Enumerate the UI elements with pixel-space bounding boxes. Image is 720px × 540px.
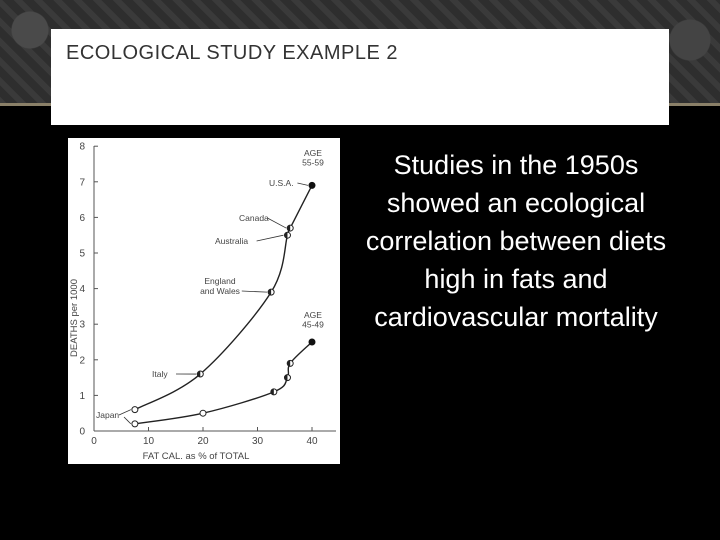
x-tick-label: 30 xyxy=(251,436,264,447)
data-point-age-55-59-england-and-wales xyxy=(268,289,274,295)
y-tick-label: 6 xyxy=(79,212,85,224)
slide-body-text: Studies in the 1950s showed an ecological correlation between diets high in fats and cardiovascular mortality xyxy=(365,150,667,332)
y-tick-label: 7 xyxy=(79,177,85,189)
x-tick-label: 20 xyxy=(197,436,209,447)
data-point-age-55-59-u-s-a xyxy=(309,182,315,188)
point-label-japan-leader-2 xyxy=(124,417,131,424)
data-point-age-45-49 xyxy=(200,410,206,416)
deaths-vs-fat-chart xyxy=(68,138,340,464)
point-label-canada: Canada xyxy=(239,213,269,223)
x-tick-label: 10 xyxy=(142,436,155,447)
slide-title: ECOLOGICAL STUDY EXAMPLE 2 xyxy=(66,42,398,64)
y-tick-label: 5 xyxy=(79,248,85,260)
point-label-japan: Japan xyxy=(96,410,120,420)
y-tick-label: 8 xyxy=(79,141,85,153)
series-label-age-55-59: AGE xyxy=(304,148,322,158)
x-axis-label: FAT CAL. as % of TOTAL xyxy=(142,451,250,462)
data-point-age-45-49 xyxy=(271,389,277,395)
series-line-age-45-49 xyxy=(135,342,312,424)
data-point-age-45-49 xyxy=(132,421,138,427)
point-label-japan-leader xyxy=(119,410,131,415)
series-label-age-55-59: 55-59 xyxy=(302,157,324,168)
x-tick-label: 0 xyxy=(91,436,97,447)
y-tick-label: 4 xyxy=(79,284,85,296)
point-label-australia-leader xyxy=(257,235,284,241)
y-tick-label: 0 xyxy=(79,426,85,438)
series-label-age-45-49: AGE xyxy=(304,310,322,320)
data-point-age-45-49 xyxy=(287,360,293,366)
data-point-age-45-49 xyxy=(309,339,315,345)
data-point-age-45-49 xyxy=(284,375,290,381)
point-label-u-s-a: U.S.A. xyxy=(269,178,294,188)
point-label-england-and-wales: England xyxy=(204,276,236,286)
y-axis-label: DEATHS per 1000 xyxy=(69,279,80,357)
data-point-age-55-59-japan xyxy=(132,407,138,413)
chart-panel xyxy=(68,138,340,464)
x-tick-label: 40 xyxy=(306,436,318,447)
y-tick-label: 2 xyxy=(79,355,85,367)
point-label-england-and-wales: and Wales xyxy=(200,286,240,296)
point-label-u-s-a-leader xyxy=(297,183,308,185)
data-point-age-55-59-australia xyxy=(284,232,290,238)
y-tick-label: 3 xyxy=(79,319,85,331)
y-tick-label: 1 xyxy=(79,390,85,402)
data-point-age-55-59-italy xyxy=(197,371,203,377)
data-point-age-55-59-canada xyxy=(287,225,293,231)
point-label-italy: Italy xyxy=(152,369,168,379)
point-label-australia: Australia xyxy=(215,236,249,246)
point-label-england-and-wales-leader xyxy=(242,291,267,292)
series-label-age-45-49: 45-49 xyxy=(302,319,324,330)
point-label-canada-leader xyxy=(267,218,286,228)
